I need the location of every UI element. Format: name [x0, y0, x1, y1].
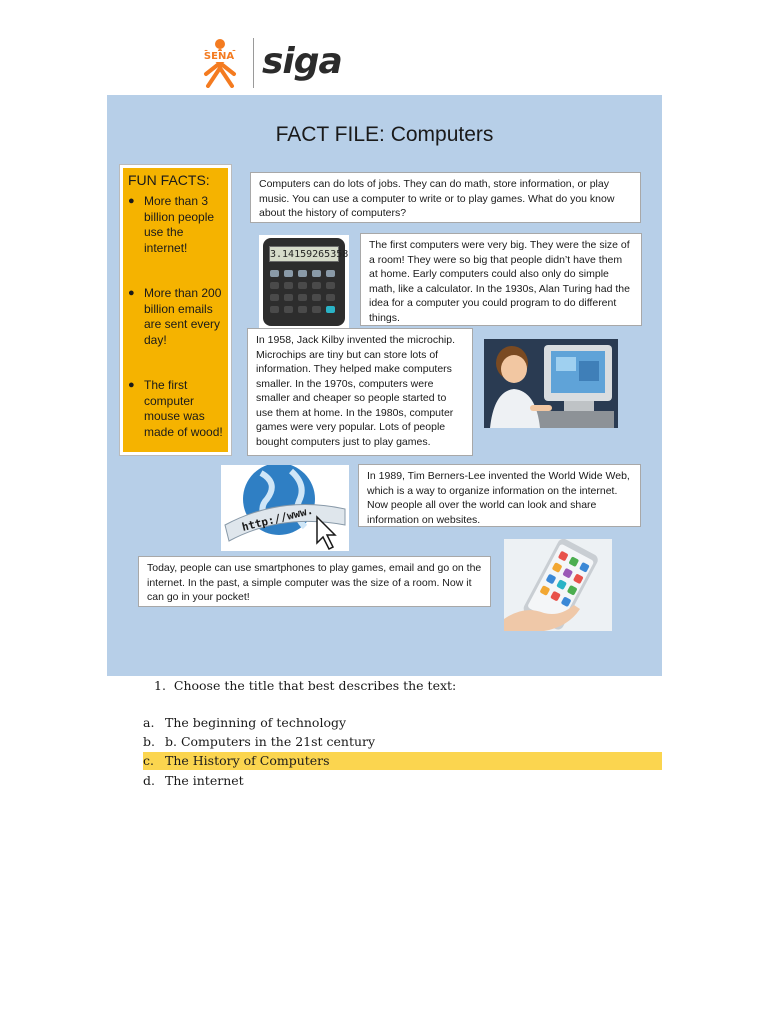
fun-fact-text: More than 3 billion people use the internet!	[144, 194, 215, 255]
url-text: http://www.	[240, 503, 315, 534]
fun-fact-text: The first computer mouse was made of wood!	[144, 378, 223, 439]
fact-file-poster	[107, 95, 662, 676]
www-text-box: In 1989, Tim Berners-Lee invented the World Wide Web, which is a way to organize information on the internet. Now people all over the world can look and share information on websites.	[358, 464, 641, 527]
poster-title: FACT FILE: Computers	[275, 123, 494, 146]
bullet-icon: ●	[128, 287, 135, 299]
siga-logo: siga	[262, 41, 342, 82]
fun-facts-title: FUN FACTS:	[128, 172, 210, 188]
boy-at-computer-image	[484, 339, 618, 428]
answer-option-a[interactable]	[143, 714, 662, 732]
fun-fact-item	[128, 378, 223, 440]
answer-option-b[interactable]	[143, 733, 662, 751]
fun-fact-item	[128, 194, 223, 256]
header-logos	[196, 38, 356, 88]
intro-text-box: Computers can do lots of jobs. They can do math, store information, or play music. You can use a computer to write or to play games. What do you know about the history of computers?	[250, 172, 641, 223]
bullet-icon: ●	[128, 379, 135, 391]
answer-option-d[interactable]	[143, 772, 662, 790]
microchip-text-box: In 1958, Jack Kilby invented the microchip. Microchips are tiny but can store lots of information. They helped make computers smaller. In the 1970s, computers were smaller and cheaper so people started to use them at home. In the 1980s, computer games were very popular. Lots of people bought computers just to play games.	[247, 328, 473, 456]
bullet-icon: ●	[128, 195, 135, 207]
smartphone-image	[504, 539, 612, 631]
smartphone-icon	[504, 539, 612, 631]
sena-logo-text: SENA	[196, 51, 242, 62]
fun-fact-text: More than 200 billion emails are sent every day!	[144, 286, 222, 347]
option-letter: a.	[143, 715, 155, 730]
option-text: The beginning of technology	[165, 715, 347, 730]
www-globe-image	[221, 465, 349, 551]
option-text: The internet	[165, 773, 244, 788]
logo-divider	[253, 38, 254, 88]
calculator-display: 3.14159265358	[269, 246, 339, 262]
answer-option-c[interactable]	[143, 752, 662, 770]
today-text-box: Today, people can use smartphones to play games, email and go on the internet. In the past, a simple computer was the size of a room. Now it can go in your pocket!	[138, 556, 491, 607]
option-text: b. Computers in the 21st century	[165, 734, 376, 749]
fun-fact-item	[128, 286, 223, 348]
first-computers-text-box: The first computers were very big. They were the size of a room! They were so big that people didn’t have them at home. Early computers could also only do simple math, like a calculator. In the 1930s, Alan Turing had the idea for a computer you could program to do different things.	[360, 233, 642, 326]
boy-computer-icon	[484, 339, 618, 428]
sena-logo-icon	[198, 38, 242, 88]
option-text: The History of Computers	[165, 753, 330, 768]
calculator-image	[259, 235, 349, 329]
option-letter: d.	[143, 773, 155, 788]
option-letter: b.	[143, 734, 155, 749]
option-letter: c.	[143, 753, 154, 768]
globe-icon	[221, 465, 349, 551]
fun-facts-box	[120, 165, 231, 455]
question-text: Choose the title that best describes the text:	[173, 678, 457, 693]
calculator-icon	[263, 238, 349, 326]
question-title	[154, 678, 456, 693]
question-number: 1.	[154, 678, 166, 693]
